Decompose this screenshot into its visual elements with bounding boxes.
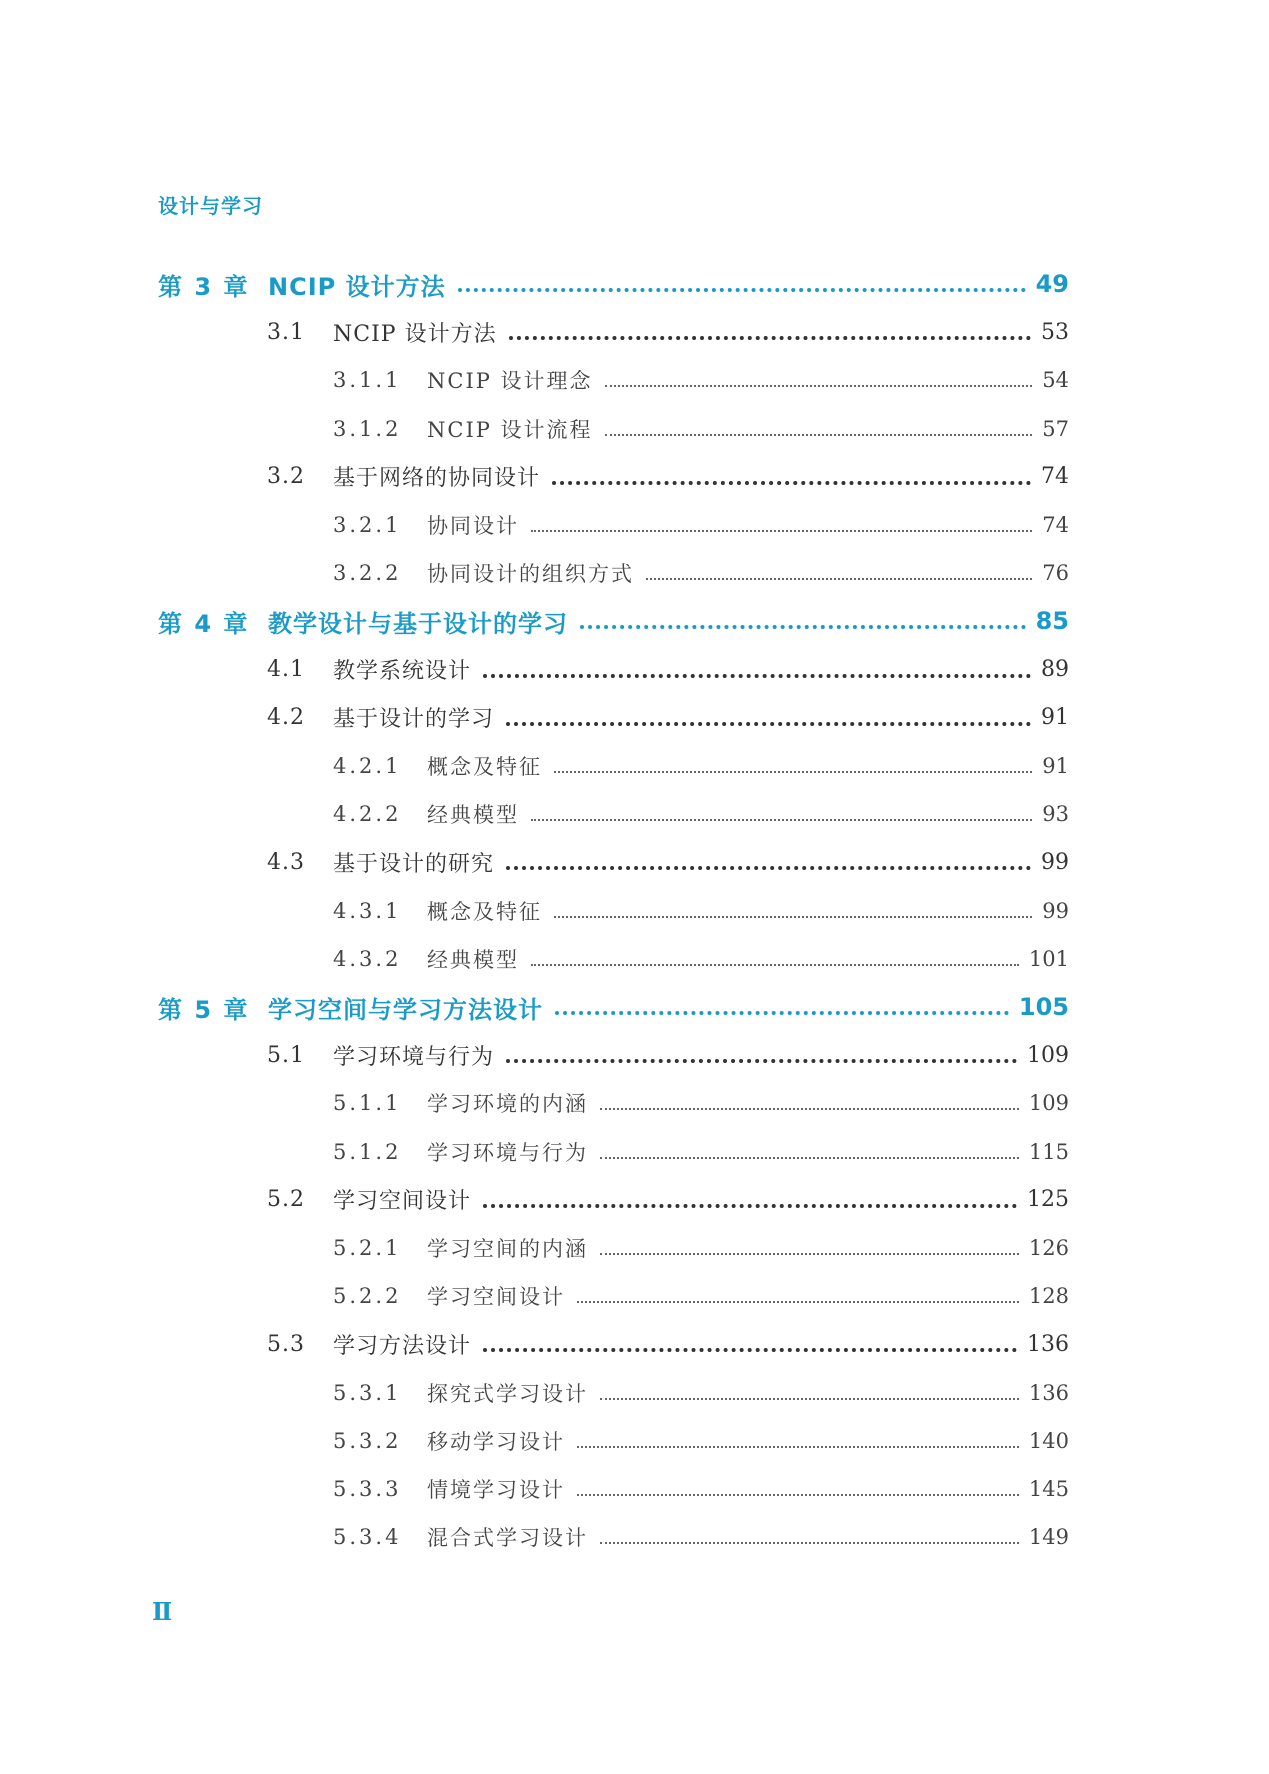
toc-entry-chapter[interactable]	[0, 601, 1269, 641]
toc-entry-page: 91	[1042, 754, 1069, 778]
dot-leader	[577, 1446, 1019, 1448]
toc-entry-title: 学习空间的内涵	[427, 1237, 588, 1261]
toc-entry-number: 5.3.2	[333, 1428, 402, 1453]
toc-entry-title: NCIP 设计理念	[427, 369, 593, 394]
toc-entry-subsection[interactable]	[0, 1132, 1269, 1172]
dot-leader	[580, 625, 1026, 629]
dot-leader	[531, 964, 1019, 966]
toc-entry-number: 第 5 章	[158, 995, 250, 1024]
toc-entry-title: 移动学习设计	[427, 1429, 565, 1454]
toc-entry-number: 4.2	[267, 705, 305, 731]
toc-entry-page: 101	[1028, 946, 1069, 971]
toc-entry-number: 5.3.3	[333, 1477, 402, 1501]
toc-entry-number: 5.2.2	[333, 1284, 402, 1309]
toc-entry-title: 教学设计与基于设计的学习	[268, 609, 568, 638]
toc-entry-page: 140	[1028, 1428, 1069, 1453]
dot-leader	[483, 1348, 1017, 1352]
toc-entry-page: 91	[1041, 705, 1069, 731]
toc-entry-page: 93	[1042, 802, 1069, 827]
toc-entry-number: 5.1.2	[333, 1139, 402, 1164]
toc-entry-title: 协同设计	[427, 514, 519, 538]
toc-entry-page: 54	[1042, 368, 1069, 393]
dot-leader	[458, 288, 1026, 292]
toc-entry-page: 53	[1041, 319, 1069, 345]
toc-entry-subsection[interactable]	[0, 891, 1269, 931]
toc-entry-title: 学习空间设计	[333, 1189, 472, 1215]
toc-entry-number: 3.2.2	[333, 561, 402, 586]
toc-entry-title: 教学系统设计	[333, 659, 472, 685]
toc-entry-subsection[interactable]	[0, 553, 1269, 593]
toc-entry-title: 学习方法设计	[333, 1333, 472, 1359]
toc-entry-section[interactable]	[0, 650, 1269, 690]
toc-entry-section[interactable]	[0, 1180, 1269, 1220]
toc-entry-number: 3.2.1	[333, 513, 402, 537]
dot-leader	[483, 1204, 1017, 1208]
toc-entry-number: 5.3.4	[333, 1525, 402, 1550]
toc-entry-subsection[interactable]	[0, 1228, 1269, 1268]
toc-entry-subsection[interactable]	[0, 505, 1269, 545]
toc-entry-number: 4.3	[267, 849, 305, 875]
dot-leader	[483, 674, 1031, 678]
toc-entry-title: 学习环境的内涵	[427, 1092, 588, 1117]
page-folio: Ⅱ	[152, 1597, 173, 1626]
toc-entry-subsection[interactable]	[0, 1421, 1269, 1461]
toc-entry-title: 混合式学习设计	[427, 1526, 588, 1551]
toc-entry-number: 3.1.1	[333, 368, 402, 393]
toc-entry-page: 109	[1028, 1091, 1069, 1116]
dot-leader	[577, 1494, 1019, 1496]
toc-entry-number: 第 3 章	[158, 272, 250, 301]
toc-entry-subsection[interactable]	[0, 1469, 1269, 1509]
toc-entry-subsection[interactable]	[0, 409, 1269, 449]
toc-entry-page: 136	[1027, 1331, 1069, 1357]
toc-entry-title: 基于设计的研究	[333, 851, 495, 877]
toc-entry-number: 5.1.1	[333, 1091, 402, 1116]
toc-entry-section[interactable]	[0, 1324, 1269, 1364]
toc-entry-subsection[interactable]	[0, 794, 1269, 834]
toc-entry-page: 49	[1035, 270, 1069, 298]
dot-leader	[554, 916, 1032, 918]
toc-entry-title: 经典模型	[427, 947, 519, 972]
toc-entry-title: 学习空间与学习方法设计	[268, 995, 543, 1024]
toc-entry-page: 76	[1042, 561, 1069, 586]
dot-leader	[506, 1059, 1017, 1063]
dot-leader	[506, 722, 1031, 726]
toc-entry-number: 4.2.1	[333, 754, 402, 778]
toc-entry-number: 5.1	[267, 1042, 305, 1068]
toc-entry-title: NCIP 设计方法	[333, 321, 497, 347]
toc-entry-chapter[interactable]	[0, 264, 1269, 304]
toc-entry-subsection[interactable]	[0, 360, 1269, 400]
dot-leader	[605, 385, 1033, 387]
toc-entry-title: 探究式学习设计	[427, 1381, 588, 1406]
toc-entry-title: NCIP 设计流程	[427, 417, 593, 442]
toc-entry-title: 学习空间设计	[427, 1285, 565, 1310]
toc-entry-title: NCIP 设计方法	[268, 272, 446, 301]
toc-entry-number: 4.3.1	[333, 898, 402, 923]
toc-entry-page: 149	[1028, 1525, 1069, 1550]
toc-entry-number: 3.2	[267, 464, 305, 490]
toc-entry-number: 5.2	[267, 1187, 305, 1213]
toc-entry-page: 125	[1027, 1187, 1069, 1213]
toc-entry-page: 136	[1028, 1380, 1069, 1405]
toc-entry-section[interactable]	[0, 842, 1269, 882]
toc-entry-number: 5.3.1	[333, 1380, 402, 1405]
toc-entry-subsection[interactable]	[0, 1373, 1269, 1413]
dot-leader	[577, 1301, 1019, 1303]
toc-entry-page: 74	[1042, 513, 1069, 537]
dot-leader	[506, 866, 1031, 870]
toc-entry-title: 概念及特征	[427, 899, 542, 924]
toc-entry-title: 经典模型	[427, 803, 519, 828]
toc-entry-subsection[interactable]	[0, 1276, 1269, 1316]
toc-entry-section[interactable]	[0, 1035, 1269, 1075]
toc-entry-chapter[interactable]	[0, 987, 1269, 1027]
dot-leader	[531, 530, 1032, 532]
toc-entry-page: 105	[1018, 993, 1069, 1021]
toc-entry-number: 3.1	[267, 319, 305, 345]
dot-leader	[605, 434, 1033, 436]
toc-entry-page: 99	[1042, 898, 1069, 923]
dot-leader	[509, 336, 1031, 340]
dot-leader	[600, 1398, 1019, 1400]
toc-entry-title: 协同设计的组织方式	[427, 562, 634, 587]
dot-leader	[600, 1253, 1019, 1255]
toc-entry-subsection[interactable]	[0, 939, 1269, 979]
toc-entry-page: 115	[1028, 1139, 1069, 1164]
toc-entry-section[interactable]	[0, 312, 1269, 352]
toc-entry-page: 57	[1042, 416, 1069, 441]
toc-entry-section[interactable]	[0, 698, 1269, 738]
dot-leader	[552, 481, 1031, 485]
toc-entry-section[interactable]	[0, 457, 1269, 497]
toc-entry-title: 基于网络的协同设计	[333, 466, 541, 492]
toc-entry-page: 145	[1028, 1477, 1069, 1501]
toc-entry-number: 3.1.2	[333, 416, 402, 441]
toc-entry-title: 情境学习设计	[427, 1478, 565, 1502]
toc-entry-title: 学习环境与行为	[333, 1044, 495, 1070]
toc-entry-page: 99	[1041, 849, 1069, 875]
toc-entry-subsection[interactable]	[0, 746, 1269, 786]
toc-entry-title: 基于设计的学习	[333, 707, 495, 733]
toc-entry-number: 4.2.2	[333, 802, 402, 827]
dot-leader	[554, 771, 1032, 773]
toc-entry-title: 学习环境与行为	[427, 1140, 588, 1165]
toc-entry-number: 5.2.1	[333, 1236, 402, 1260]
toc-entry-subsection[interactable]	[0, 1517, 1269, 1557]
toc-entry-number: 4.1	[267, 657, 305, 683]
toc-entry-page: 126	[1028, 1236, 1069, 1260]
toc-entry-page: 85	[1035, 607, 1069, 636]
dot-leader	[646, 578, 1032, 580]
toc-entry-page: 109	[1027, 1042, 1069, 1068]
toc-entry-title: 概念及特征	[427, 755, 542, 779]
toc-entry-subsection[interactable]	[0, 1083, 1269, 1123]
toc-entry-number: 4.3.2	[333, 946, 402, 971]
running-header: 设计与学习	[158, 194, 263, 218]
dot-leader	[600, 1157, 1019, 1159]
toc-entry-page: 89	[1041, 657, 1069, 683]
toc-entry-number: 5.3	[267, 1331, 305, 1357]
toc-entry-number: 第 4 章	[158, 609, 250, 638]
dot-leader	[600, 1542, 1019, 1544]
dot-leader	[600, 1108, 1019, 1110]
dot-leader	[555, 1011, 1009, 1015]
toc-entry-page: 128	[1028, 1284, 1069, 1309]
toc-entry-page: 74	[1041, 464, 1069, 490]
dot-leader	[531, 819, 1032, 821]
